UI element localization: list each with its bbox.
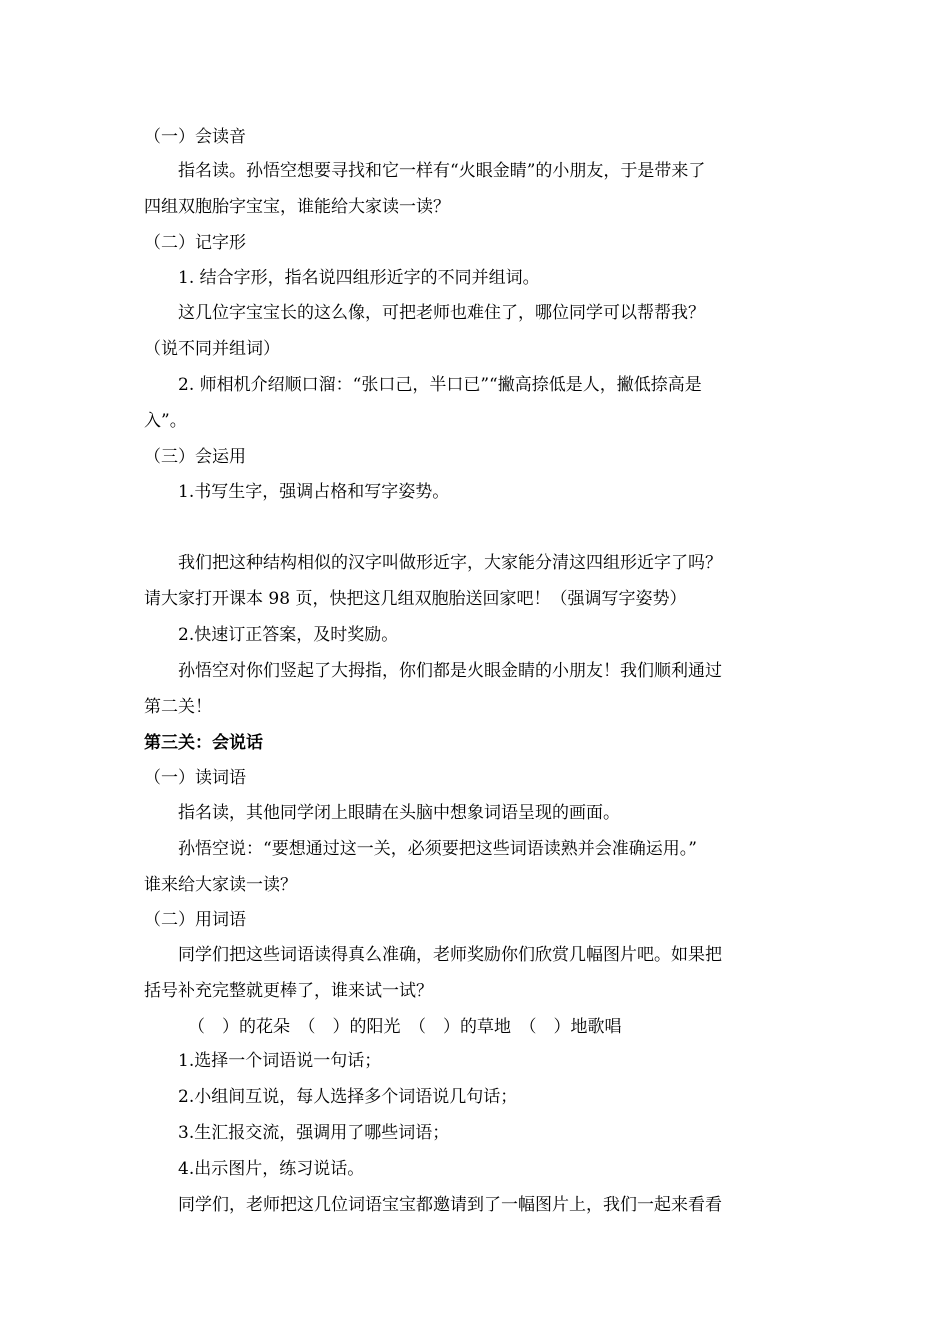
list-item: 1. 结合字形，指名说四组形近字的不同并组词。 <box>178 268 540 288</box>
list-item: 1.选择一个词语说一句话； <box>178 1051 382 1071</box>
paragraph-line: 孙悟空说：“要想通过这一关，必须要把这些词语读熟并会准确运用。” <box>178 839 697 859</box>
list-item: 3.生汇报交流，强调用了哪些词语； <box>178 1123 450 1143</box>
list-item: 2.小组间互说，每人选择多个词语说几句话； <box>178 1087 518 1107</box>
subheading-read-pronunciation: （一）会读音 <box>144 127 246 147</box>
paragraph-line: 四组双胞胎字宝宝，谁能给大家读一读？ <box>144 197 450 217</box>
paragraph-line: 孙悟空对你们竖起了大拇指，你们都是火眼金睛的小朋友！我们顺利通过 <box>178 661 722 681</box>
list-item: 2.快速订正答案，及时奖励。 <box>178 625 399 645</box>
paragraph-line: 同学们，老师把这几位词语宝宝都邀请到了一幅图片上，我们一起来看看 <box>178 1195 722 1215</box>
subheading-read-words: （一）读词语 <box>144 768 246 788</box>
subheading-use: （三）会运用 <box>144 447 246 467</box>
paragraph-line: （说不同并组词） <box>144 339 280 359</box>
paragraph-line: 这几位字宝宝长的这么像，可把老师也难住了，哪位同学可以帮帮我？ <box>178 303 705 323</box>
paragraph-line: 我们把这种结构相似的汉字叫做形近字，大家能分清这四组形近字了吗？ <box>178 553 722 573</box>
paragraph-line: 谁来给大家读一读？ <box>144 875 297 895</box>
paragraph-line: 指名读。孙悟空想要寻找和它一样有“火眼金睛”的小朋友，于是带来了 <box>178 161 706 181</box>
list-item: 4.出示图片，练习说话。 <box>178 1159 365 1179</box>
paragraph-line: 请大家打开课本 98 页，快把这几组双胞胎送回家吧！（强调写字姿势） <box>144 589 687 609</box>
paragraph-line: 括号补充完整就更棒了，谁来试一试？ <box>144 981 433 1001</box>
list-item: 1.书写生字，强调占格和写字姿势。 <box>178 482 450 502</box>
paragraph-line: 指名读，其他同学闭上眼睛在头脑中想象词语呈现的画面。 <box>178 803 620 823</box>
paragraph-line: 同学们把这些词语读得真么准确，老师奖励你们欣赏几幅图片吧。如果把 <box>178 945 722 965</box>
paragraph-line: 入”。 <box>144 411 187 431</box>
list-item: 2. 师相机介绍顺口溜：“张口己，半口已”“撇高捺低是人，撇低捺高是 <box>178 375 702 395</box>
section-heading-level-three: 第三关：会说话 <box>144 733 263 753</box>
subheading-use-words: （二）用词语 <box>144 910 246 930</box>
subheading-remember-shape: （二）记字形 <box>144 233 246 253</box>
fill-in-blank-exercise: （ ）的花朵 （ ）的阳光 （ ）的草地 （ ）地歌唱 <box>188 1017 622 1037</box>
paragraph-line: 第二关！ <box>144 697 212 717</box>
